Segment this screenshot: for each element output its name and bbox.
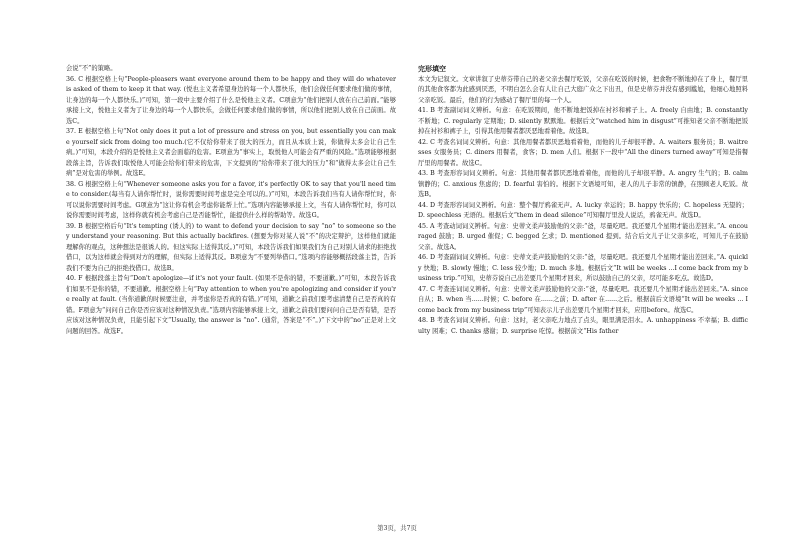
page-number-footer: 第3页，共7页 — [377, 525, 417, 532]
answer-40: 40. F 根据段落主旨句“Don't apologize—if it's not your fault. (如果不是你的错，不要道歉。)”可知，本段告诉我们如果不是你的错，不要道歉。根据空格上句“Pay attention to when you're apologizing and consider if you're really at fault. (当你道歉的时候要注意，并考虑你是否真的有错。)”可知，道歉之前我们要考虑清楚自己是否真的有错。F项意为“问问自己你是否应该对这种情况负责。”选项内容能够承接上文，道歉之前我们要问问自己是否有错，是否应该对这种情况负责，且能引起下文“Usually, the answer is “no”. (通常，答案是“不”。)”下文中的“no”正是对上文问题的回答。故选F。 — [66, 275, 396, 335]
section-heading-cloze: 完形填空 — [418, 65, 446, 73]
answer-46: 46. D 考查副词词义辨析。句意：史蒂文柔声鼓励他的父亲:“爸，尽量吃吧。我还要几个星期才能出差回来。”A. quickly 快地；B. slowly 慢地；C. less 较少地；D. much 多地。根据后文“It will be weeks ...I come back from my business trip.”可知，史蒂芬说自己出差要几个星期才回来，所以鼓励自己的父亲，尽可能多吃点。故选D。 — [418, 254, 748, 282]
two-column-layout — [66, 64, 764, 337]
cloze-summary: 本文为记叙文。文章讲叙了史蒂芬带自己的老父亲去餐厅吃饭，父亲在吃饭的时候，把食物不断地掉在了身上，餐厅里的其他食客都为此感到厌恶，不明白怎么会有人让自己大庭广众之下出丑，但是史蒂芬并没有感到尴尬，他细心地照料父亲吃饭。最后，他们的行为感动了餐厅里的每一个人。 — [418, 75, 748, 104]
answer-43: 43. B 考查形容词词义辨析。句意：其他用餐者都厌恶地看着他，而他的儿子却很平静。A. angry 生气的；B. calm 镇静的；C. anxious 焦虑的；D. fearful 害怕的。根据下文语境可知，老人的儿子非常的镇静，在照顾老人吃饭。故选B。 — [418, 170, 748, 198]
answer-37: 37. E 根据空格上句“Not only does it put a lot of pressure and stress on you, but essentially you can make yourself sick from doing too much.(它不仅给你带来了很大的压力，而且从本质上说，你做得太多会让自己生病。)”可知，本段介绍的是悦他主义者会面临的危害。E项意为“事实上，取悦他人可能会有严重的风险。”选项能够根据段落主旨，告诉我们取悦他人可能会给你们带来的危害，下文提到的“给你带来了很大的压力”和“做得太多会让自己生病”是对危害的举例。故选E。 — [66, 128, 396, 177]
answer-36: 36. C 根据空格上句“People-pleasers want everyone around them to be happy and they will do whatever is asked of them to keep it that way. (悦也主义者希望身边的每一个人都快乐，他们会做任何要求他们做的事情，让身边的每一个人都快乐。)”可知，第一段中主要介绍了什么是悦他主义者。C项意为“他们把别人放在自己前面。”能够承接上文，悦他主义者为了让身边的每一个人都快乐，会做任何要求他们做的事情，所以他们把别人放在自己前面。故选C。 — [66, 75, 396, 125]
answer-44: 44. D 考查形容词词义辨析。句意：整个餐厅鸦雀无声。A. lucky 幸运的；B. happy 快乐的；C. hopeless 无望的；D. speechless 无语的。根据后文“them in dead silence”可知餐厅里没人说话，鸦雀无声。故选D。 — [418, 201, 748, 219]
answer-39: 39. B 根据空格后句“It's tempting (诱人的) to want to defend your decision to say “no” to someone so they understand your reasoning. But this actually backfires. (想要为你对某人说“不”的决定辩护，这样他们就能理解你的观点，这种想法是很诱人的。但这实际上适得其反。)”可知，本段告诉我们如果我们为自己对别人请求的拒绝找借口，以为这样就会得到对方的理解，但实际上适得其反。B项意为“不要列举借口。”选项内容能够概括段落主旨，告诉我们不要为自己的拒绝找借口。故选B。 — [66, 222, 396, 272]
answer-48: 48. B 考查名词词义辨析。句意：这时，老父亲吃力地点了点头，眼里满是泪水。A. unhappiness 不幸福；B. difficulty 困难；C. thanks 感谢；D. surprise 吃惊。根据前文“His father — [418, 317, 748, 335]
paragraph-strategy-tail: 会说“不”的策略。 — [66, 65, 117, 72]
answer-41: 41. B 考查副词词义辨析。句意：在吃饭期间，他不断地把饭掉在衬衫和裤子上。A. freely 自由地；B. constantly 不断地；C. regularly 定期地；D. silently 默默地。根据后文“watched him in disgust”可推知老父亲不断地把饭掉在衬衫和裤子上，引得其他用餐者都厌恶地看着他。故选B。 — [418, 107, 748, 135]
answer-47: 47. C 考查连词词义辨析。句意：史蒂文柔声鼓励他的父亲:“爸，尽量吃吧。我还要几个星期才能出差回来。”A. since 自从；B. when 当......时候；C. before 在......之前；D. after 在......之后。根据前后文语境“It will be weeks ... I come back from my business trip”可知表示儿子出差要几个星期才回来，应用before。故选C。 — [418, 285, 748, 314]
left-column — [66, 64, 396, 337]
answer-38: 38. G 根据空格上句“Whenever someone asks you for a favor, it's perfectly OK to say that you'll need time to consider.(每当有人请你帮忙时，说你需要时间考虑是完全可以的。)”可知，本段告诉我们当有人请你帮忙时，你可以说你需要时间考虑。G项意为“这让你有机会考虑你能帮上忙。”选项内容能够承接上文，当有人请你帮忙时，你可以说你需要时间考虑，这样你就有机会考虑自己是否能帮忙，能提供什么样的帮助等。故选G。 — [66, 180, 396, 219]
answer-42: 42. C 考查名词词义辨析。句意：其他用餐者都厌恶地看着他，而他的儿子却很平静。A. waiters 服务员；B. waitresses 女服务员；C. diners 用餐者，食客；D. men 人们。根据下一段中“All the diners turned away”可知是指餐厅里的用餐者。故选C。 — [418, 138, 748, 167]
right-column — [418, 64, 748, 337]
answer-45: 45. A 考查动词词义辨析。句意：史蒂文柔声鼓励他的父亲:“爸，尽量吃吧。我还要几个星期才能出差回来。”A. encouraged 鼓励；B. urged 催促；C. begged 乞求；D. mentioned 提到。结合后文儿子让父亲多吃，可知儿子在鼓励父亲。故选A。 — [418, 222, 748, 251]
